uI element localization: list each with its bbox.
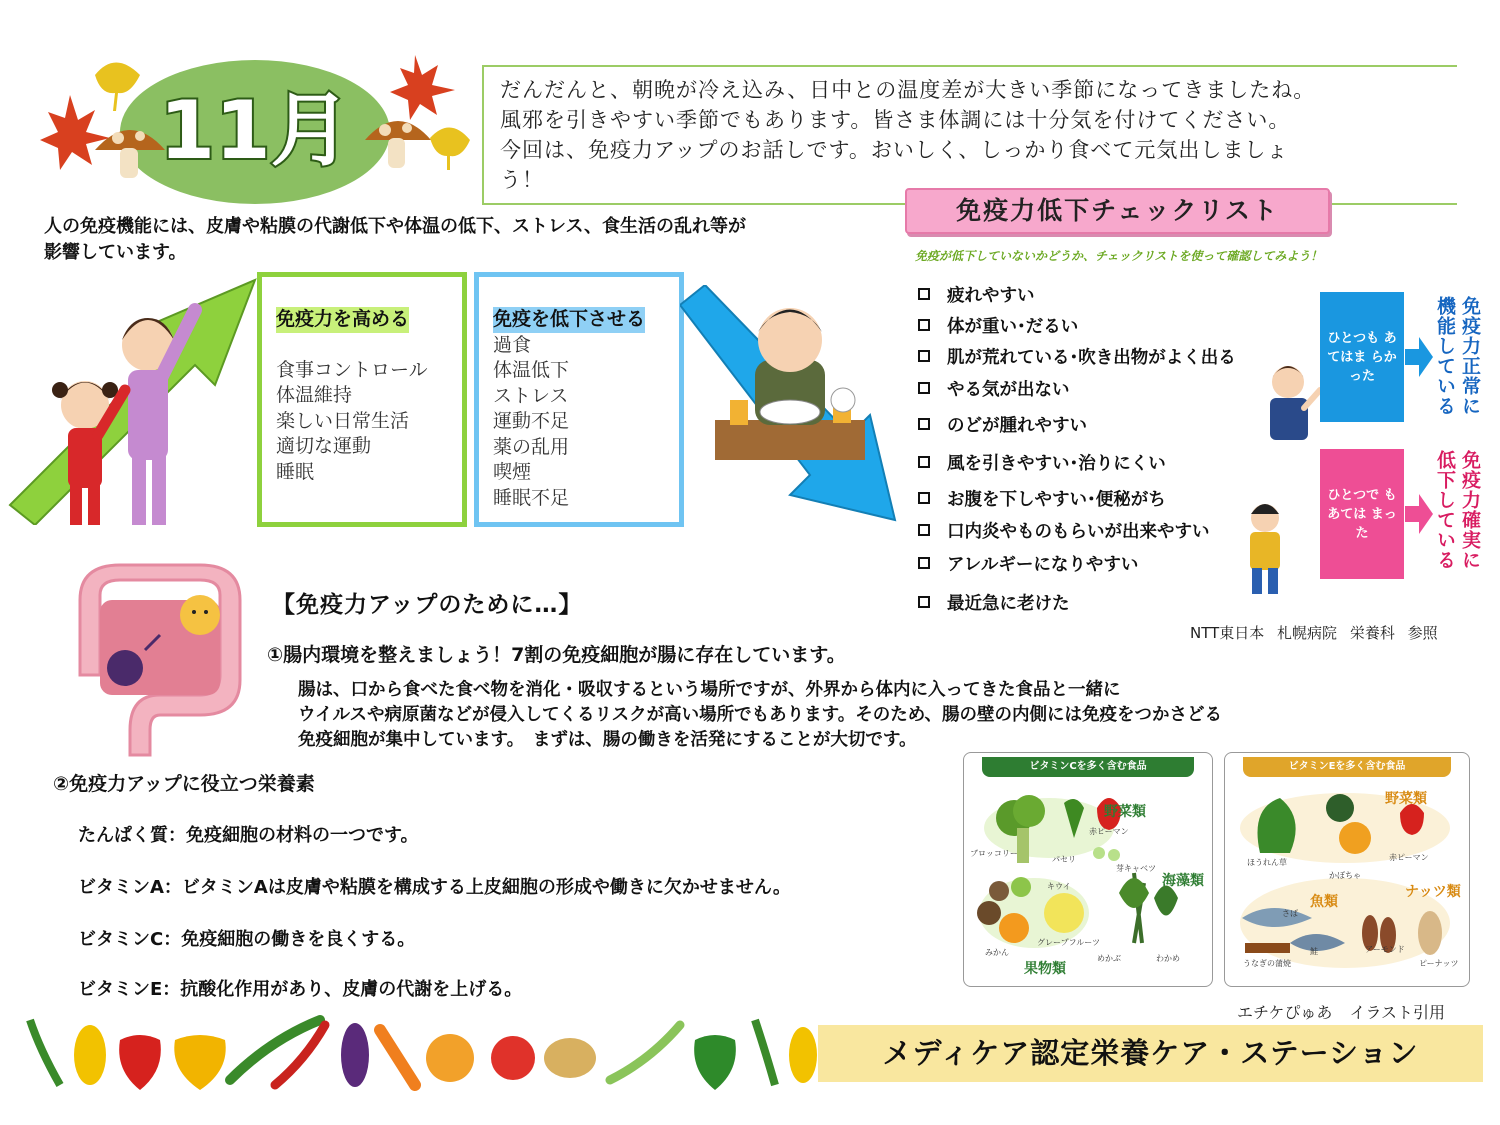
vitamin-c-tab: ビタミンCを多く含む食品 xyxy=(982,757,1194,777)
illustration-credit: エチケぴゅあ イラスト引用 xyxy=(1237,1003,1445,1022)
food-e-veg-label: 野菜類 xyxy=(1385,791,1427,807)
checklist-item xyxy=(918,450,1166,475)
result-some-label: ひとつで もあては まった xyxy=(1327,487,1397,541)
checkbox-icon[interactable] xyxy=(918,492,930,504)
exercising-family-illustration xyxy=(20,290,220,530)
food-label: 赤ピーマン xyxy=(1389,853,1429,862)
nutrient-vitamin-c: ビタミンC：免疫細胞の働きを良くする。 xyxy=(78,929,416,950)
checklist-item xyxy=(918,344,1236,369)
intro-line: 風邪を引きやすい季節でもあります。皆さま体調には十分気を付けてください。 xyxy=(500,108,1291,132)
enhance-item: 適切な運動 xyxy=(276,435,372,457)
checklist-item-label: 体が重い･だるい xyxy=(947,317,1079,337)
checkbox-icon[interactable] xyxy=(918,382,930,394)
food-c-fruit-label: 果物類 xyxy=(1024,961,1066,977)
enhance-item: 食事コントロール xyxy=(276,358,428,381)
station-name: メディケア認定栄養ケア・ステーション xyxy=(882,1036,1419,1070)
food-label: アーモンド xyxy=(1365,945,1405,954)
worried-man-illustration xyxy=(1240,500,1290,595)
enhance-title: 免疫力を高める xyxy=(276,307,409,333)
verdict-normal: 免疫力正常に 機能している xyxy=(1434,296,1481,416)
station-banner xyxy=(818,1025,1483,1082)
nutrient-vitamin-a: ビタミンA：ビタミンAは皮膚や粘膜を構成する上皮細胞の形成や働きに欠かせません。 xyxy=(78,877,791,898)
thumbs-up-man-illustration xyxy=(1258,360,1328,440)
checklist-item xyxy=(918,376,1070,401)
food-label: かぼちゃ xyxy=(1329,871,1361,880)
food-label: 芽キャベツ xyxy=(1116,864,1156,873)
food-label: ブロッコリー xyxy=(970,849,1018,858)
food-c-sea-label: 海藻類 xyxy=(1162,873,1204,889)
reduce-item: 薬の乱用 xyxy=(493,435,570,458)
vitamin-e-tab: ビタミンEを多く含む食品 xyxy=(1243,757,1451,777)
checklist-item-label: お腹を下しやすい･便秘がち xyxy=(947,490,1166,510)
point1-line: 免疫細胞が集中しています。 まずは、腸の働きを活発にすることが大切です。 xyxy=(298,730,917,750)
lead-line: 人の免疫機能には、皮膚や粘膜の代謝低下や体温の低下、ストレス、食生活の乱れ等が xyxy=(44,216,746,237)
checkbox-icon[interactable] xyxy=(918,319,930,331)
food-label: グレープフルーツ xyxy=(1037,938,1100,947)
food-label: 赤ピーマン xyxy=(1089,827,1129,836)
checklist-item-label: 疲れやすい xyxy=(947,286,1035,306)
checkbox-icon[interactable] xyxy=(918,350,930,362)
checklist-credit: NTT東日本 札幌病院 栄養科 参照 xyxy=(1190,624,1438,642)
result-none-label: ひとつも あてはま らかった xyxy=(1327,330,1397,384)
food-label: うなぎの蒲焼 xyxy=(1243,959,1291,968)
intestine-illustration xyxy=(60,560,260,760)
reduce-item: 喫煙 xyxy=(493,461,532,483)
intro-line: う！ xyxy=(500,168,544,192)
enhance-item: 体温維持 xyxy=(276,384,353,406)
result-arrow-icon xyxy=(1405,337,1433,377)
nutrient-protein: たんぱく質：免疫細胞の材料の一つです。 xyxy=(78,825,419,846)
checklist-item xyxy=(918,282,1035,307)
food-label: さば xyxy=(1282,909,1298,918)
checklist-item-label: アレルギーになりやすい xyxy=(947,555,1139,575)
result-arrow-icon xyxy=(1405,494,1433,534)
food-label: 鮭 xyxy=(1310,947,1318,956)
result-some-box xyxy=(1320,449,1404,579)
food-label: パセリ xyxy=(1052,855,1076,864)
immune-lead-text xyxy=(44,214,894,266)
reduce-item: 体温低下 xyxy=(493,359,570,381)
food-c-veg-label: 野菜類 xyxy=(1104,804,1146,820)
checklist-item-label: 口内炎やものもらいが出来やすい xyxy=(947,522,1210,542)
vitamin-e-food-panel xyxy=(1224,752,1470,987)
reduce-item: 過食 xyxy=(493,333,532,356)
checklist-item-label: のどが腫れやすい xyxy=(947,416,1087,436)
checkbox-icon[interactable] xyxy=(918,288,930,300)
month-badge-illustration xyxy=(40,40,470,210)
point1-heading: ①腸内環境を整えましょう！7割の免疫細胞が腸に存在しています。 xyxy=(267,644,846,666)
checklist-item-label: 風を引きやすい･治りにくい xyxy=(947,454,1166,474)
point1-line: 腸は、口から食べた食べ物を消化・吸収するという場所ですが、外界から体内に入ってきた食品と一緒に xyxy=(298,680,1121,700)
checklist-subtitle: 免疫が低下していないかどうか、チェックリストを使って確認してみよう！ xyxy=(915,249,1323,263)
verdict-down: 免疫力確実に 低下している xyxy=(1434,450,1481,570)
reduce-title: 免疫を低下させる xyxy=(493,307,645,333)
checkbox-icon[interactable] xyxy=(918,557,930,569)
lead-line: 影響しています。 xyxy=(44,242,187,263)
nutrient-vitamin-e: ビタミンE：抗酸化作用があり、皮膚の代謝を上げる。 xyxy=(78,979,523,1000)
checklist-item-label: やる気が出ない xyxy=(947,380,1070,400)
food-label: みかん xyxy=(985,948,1009,957)
enhance-item: 楽しい日常生活 xyxy=(276,409,410,432)
food-e-nut-label: ナッツ類 xyxy=(1405,884,1461,900)
reduce-item: 運動不足 xyxy=(493,410,570,432)
checklist-item-label: 肌が荒れている･吹き出物がよく出る xyxy=(947,348,1236,368)
section-heading: 【免疫力アップのために…】 xyxy=(272,592,583,618)
food-label: ほうれん草 xyxy=(1247,858,1287,867)
vitamin-c-food-panel xyxy=(963,752,1213,987)
food-label: ピーナッツ xyxy=(1419,959,1459,968)
overeating-man-illustration xyxy=(715,300,865,460)
result-none-box xyxy=(1320,292,1404,422)
food-label: キウイ xyxy=(1047,882,1071,891)
ginkgo-leaf-icon xyxy=(430,127,470,170)
intro-message-box xyxy=(482,65,1457,205)
checklist-title: 免疫力低下チェックリスト xyxy=(956,196,1279,225)
food-label: めかぶ xyxy=(1097,954,1121,963)
checkbox-icon[interactable] xyxy=(918,456,930,468)
point1-line: ウイルスや病原菌などが侵入してくるリスクが高い場所でもあります。そのため、腸の壁の内側には免疫をつかさどる xyxy=(298,705,1222,725)
point1-body xyxy=(298,678,1448,753)
enhance-item: 睡眠 xyxy=(276,460,315,483)
checklist-item xyxy=(918,590,1070,615)
intro-line: だんだんと、朝晩が冷え込み、日中との温度差が大きい季節になってきましたね。 xyxy=(500,78,1316,102)
immunity-reduce-box xyxy=(474,272,684,527)
immunity-enhance-box xyxy=(257,272,467,527)
checklist-item xyxy=(918,518,1210,543)
point2-heading: ②免疫力アップに役立つ栄養素 xyxy=(53,773,315,795)
maple-leaf-icon xyxy=(390,55,455,120)
intro-line: 今回は、免疫力アップのお話しです。おいしく、しっかり食べて元気出しましょ xyxy=(500,138,1289,162)
checklist-title-banner xyxy=(905,188,1330,234)
food-e-fish-label: 魚類 xyxy=(1310,894,1338,910)
checkbox-icon[interactable] xyxy=(918,418,930,430)
food-label: わかめ xyxy=(1156,954,1180,963)
checklist-item xyxy=(918,551,1138,576)
checkbox-icon[interactable] xyxy=(918,524,930,536)
checklist-item-label: 最近急に老けた xyxy=(947,594,1070,614)
checklist-item xyxy=(918,412,1087,437)
reduce-item: 睡眠不足 xyxy=(493,486,570,509)
reduce-item: ストレス xyxy=(493,384,569,407)
month-label: 11月 xyxy=(159,84,351,177)
checklist-item xyxy=(918,313,1078,338)
checklist-item xyxy=(918,486,1166,511)
checkbox-icon[interactable] xyxy=(918,596,930,608)
maple-leaf-icon xyxy=(40,95,110,170)
